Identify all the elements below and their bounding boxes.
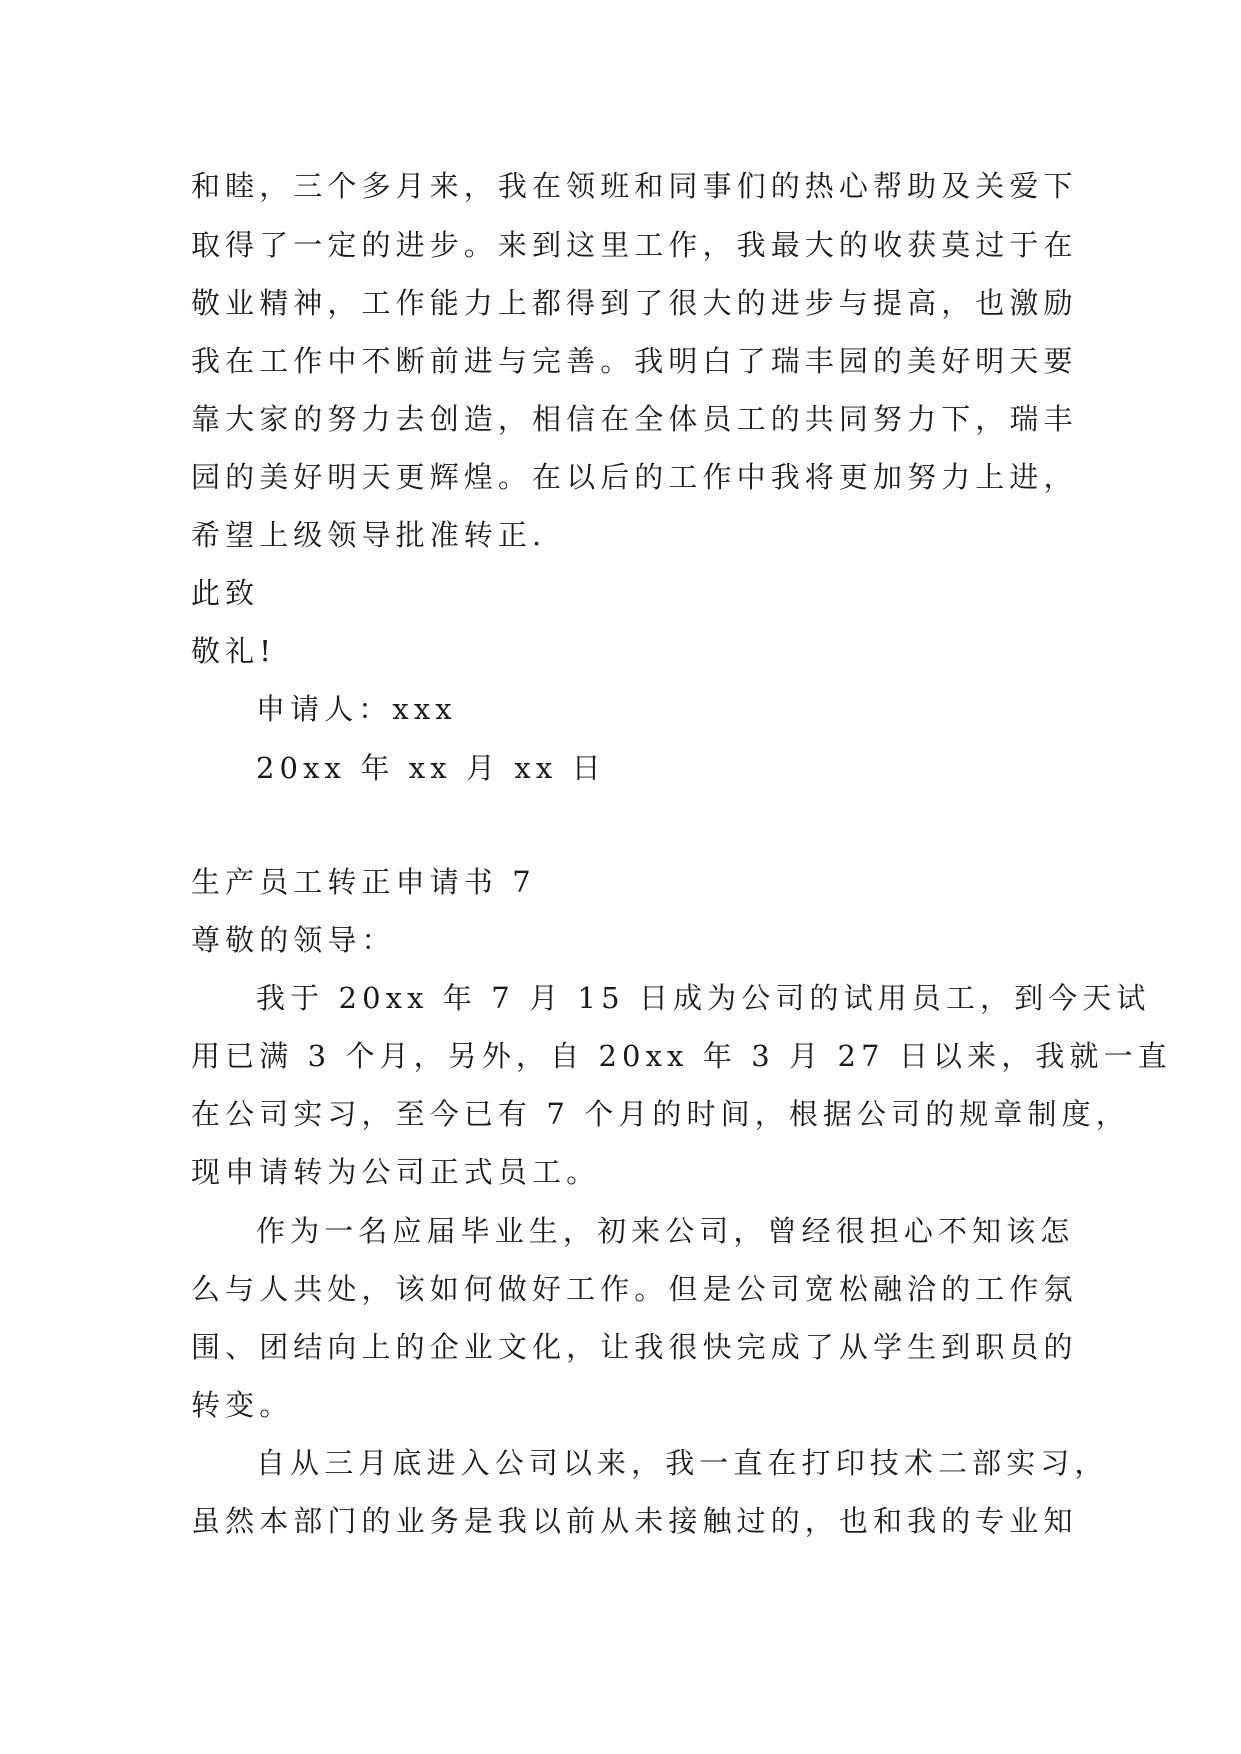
letter1-closing-1: 此致 <box>191 576 260 610</box>
letter1-applicant: 申请人：xxx <box>256 692 457 726</box>
letter1-body-line-5: 靠大家的努力去创造，相信在全体员工的共同努力下，瑞丰 <box>191 402 1078 436</box>
letter1-date: 20xx 年 xx 月 xx 日 <box>256 751 606 785</box>
letter2-para3-line-1: 自从三月底进入公司以来，我一直在打印技术二部实习， <box>256 1446 1109 1480</box>
letter2-para2-line-4: 转变。 <box>191 1388 294 1422</box>
letter1-body-line-7: 希望上级领导批准转正. <box>191 518 547 552</box>
letter1-body-line-4: 我在工作中不断前进与完善。我明白了瑞丰园的美好明天要 <box>191 344 1078 378</box>
letter2-para3-line-2: 虽然本部门的业务是我以前从未接触过的，也和我的专业知 <box>191 1504 1078 1538</box>
letter2-para1-line-4: 现申请转为公司正式员工。 <box>191 1155 601 1189</box>
letter1-closing-2: 敬礼! <box>191 634 276 668</box>
letter1-body-line-1: 和睦，三个多月来，我在领班和同事们的热心帮助及关爱下 <box>191 169 1078 203</box>
letter2-para2-line-2: 么与人共处，该如何做好工作。但是公司宽松融洽的工作氛 <box>191 1272 1078 1306</box>
letter2-salutation: 尊敬的领导： <box>191 923 396 957</box>
letter2-title: 生产员工转正申请书 7 <box>191 865 536 899</box>
letter2-para2-line-1: 作为一名应届毕业生，初来公司，曾经很担心不知该怎 <box>256 1214 1075 1248</box>
letter2-para1-line-2: 用已满 3 个月，另外，自 20xx 年 3 月 27 日以来，我就一直 <box>191 1039 1172 1073</box>
letter2-para1-line-1: 我于 20xx 年 7 月 15 日成为公司的试用员工，到今天试 <box>256 981 1151 1015</box>
letter2-para1-line-3: 在公司实习，至今已有 7 个月的时间，根据公司的规章制度， <box>191 1097 1130 1131</box>
letter1-body-line-3: 敬业精神，工作能力上都得到了很大的进步与提高，也激励 <box>191 286 1078 320</box>
letter1-body-line-6: 园的美好明天更辉煌。在以后的工作中我将更加努力上进， <box>191 460 1078 494</box>
letter2-para2-line-3: 围、团结向上的企业文化，让我很快完成了从学生到职员的 <box>191 1330 1078 1364</box>
letter1-body-line-2: 取得了一定的进步。来到这里工作，我最大的收获莫过于在 <box>191 228 1078 262</box>
